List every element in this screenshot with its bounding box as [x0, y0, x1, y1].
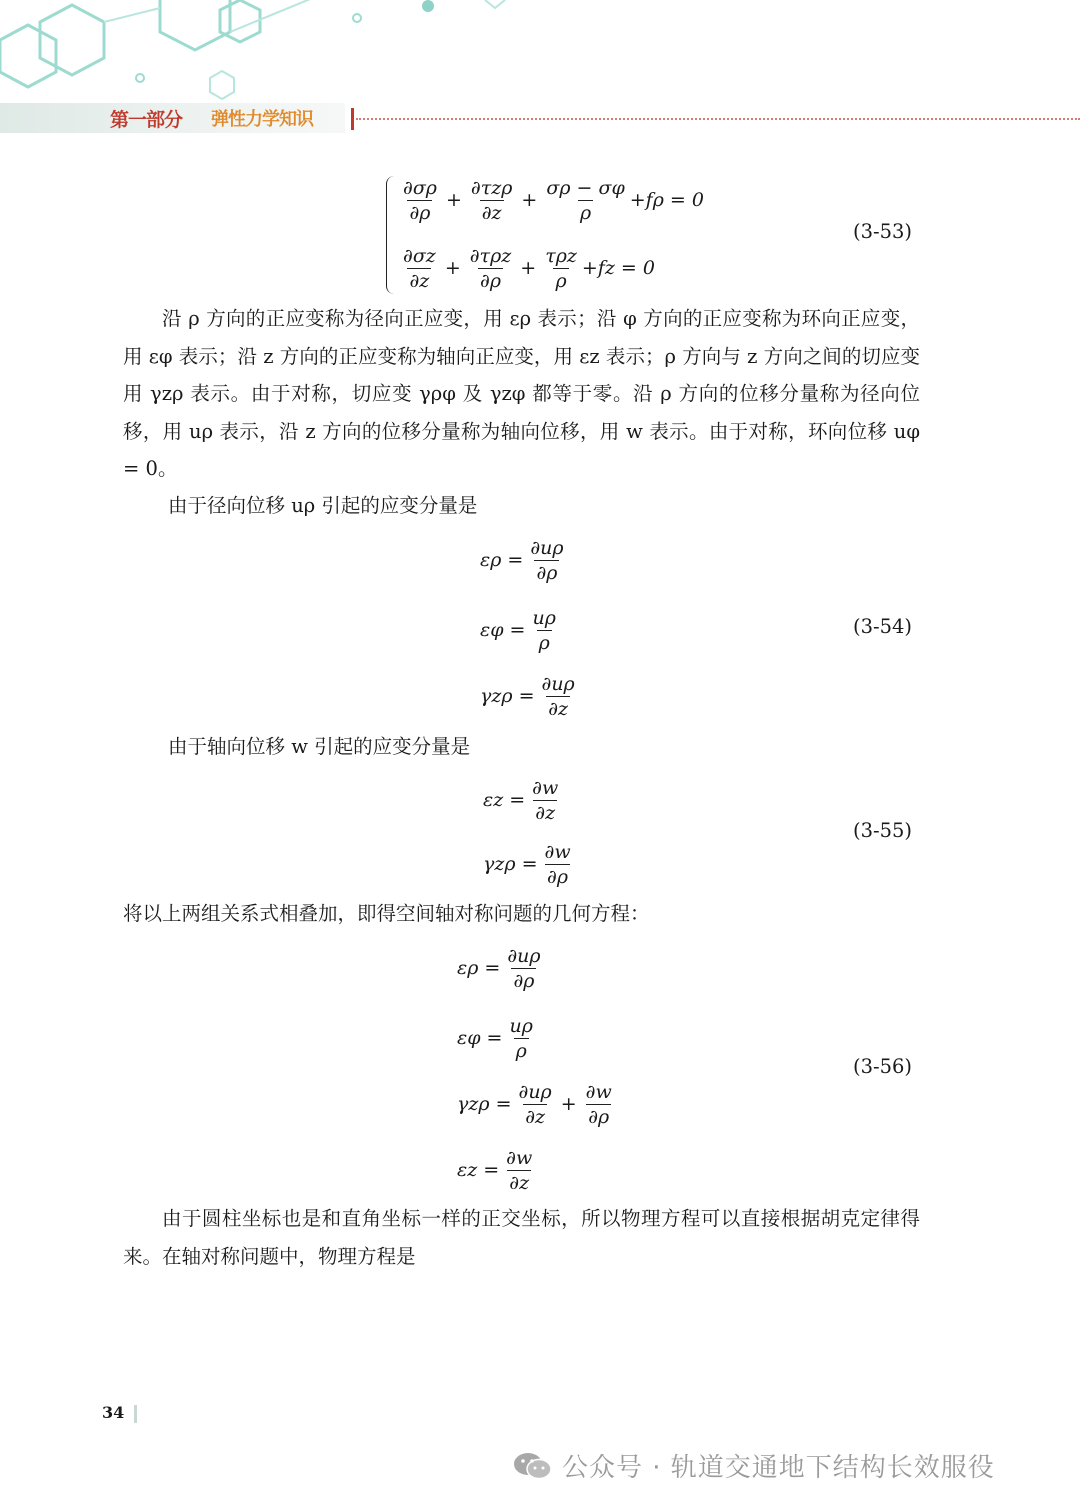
fraction: $\frac{\partial w}{\partial z}$ [532, 776, 559, 824]
equation-3-54-row-3: γzρ = $\frac{\partial u\rho}{\partial z}$ [480, 672, 575, 720]
equation-tail: +fρ = 0 [629, 189, 704, 211]
equation-number: (3-53) [853, 220, 913, 243]
fraction: $\frac{\partial u\rho}{\partial\rho}$ [507, 944, 541, 992]
fraction: $\frac{\partial u\rho}{\partial z}$ [541, 672, 575, 720]
equation-3-56-row-3: γzρ = $\frac{\partial u\rho}{\partial z}$ + $\frac{\partial w}{\partial\rho}$ [457, 1080, 612, 1128]
equation-3-56-row-1: ερ = $\frac{\partial u\rho}{\partial\rho}$ [457, 944, 541, 992]
equation-number: (3-54) [853, 615, 913, 638]
header-dotted-rule [356, 118, 1080, 120]
text-line: 由于轴向位移 w 引起的应变分量是 [168, 735, 471, 758]
equation-3-55-row-1: εz = $\frac{\partial w}{\partial z}$ [483, 776, 559, 824]
text-line: 将以上两组关系式相叠加，即得空间轴对称问题的几何方程： [123, 902, 650, 925]
hexagon-decoration [0, 0, 560, 110]
fraction: $\frac{\sigma\rho - \sigma\varphi}{\rho}$ [546, 176, 625, 224]
fraction: $\frac{\partial u\rho}{\partial\rho}$ [530, 536, 564, 584]
fraction: $\frac{u\rho}{\rho}$ [509, 1014, 533, 1062]
watermark [512, 1447, 995, 1484]
fraction: $\frac{\partial w}{\partial\rho}$ [585, 1080, 612, 1128]
fraction: $\frac{\partial u\rho}{\partial z}$ [518, 1080, 552, 1128]
fraction: $\frac{\partial\sigma z}{\partial z}$ [403, 244, 436, 292]
fraction: $\frac{\text{∂τρz}}{\partial\rho}$ [469, 244, 512, 292]
equation-brace [386, 176, 395, 294]
paragraph: 由于圆柱坐标也是和直角坐标一样的正交坐标，所以物理方程可以直接根据胡克定律得来。在轴对称问题中，物理方程是 [123, 1207, 920, 1268]
equation-3-56-row-2: εφ = $\frac{u\rho}{\rho}$ [457, 1014, 533, 1062]
equation-tail: +fz = 0 [581, 257, 655, 279]
part-title: 第一部分 [110, 109, 183, 131]
fraction: $\frac{\text{∂τzρ}}{\partial z}$ [470, 176, 513, 224]
equation-3-53-row-1: $\frac{\partial\sigma\rho}{\partial\rho}$ + $\frac{\text{∂τzρ}}{\partial z}$ + $\frac{\sigma\rho - \sigma\varphi}{\rho}$ +fρ = 0 [403, 176, 704, 224]
equation-3-54-row-1: ερ = $\frac{\partial u\rho}{\partial\rho}$ [480, 536, 564, 584]
equation-3-56-row-4: εz = $\frac{\partial w}{\partial z}$ [457, 1146, 533, 1194]
fraction: $\frac{\partial\sigma\rho}{\partial\rho}$ [403, 176, 437, 224]
equation-3-54-row-2: εφ = $\frac{u\rho}{\rho}$ [480, 606, 556, 654]
text-line: 由于径向位移 uρ 引起的应变分量是 [168, 494, 478, 517]
page-number-bar [134, 1405, 137, 1423]
fraction: $\frac{u\rho}{\rho}$ [532, 606, 556, 654]
equation-3-53-row-2: $\frac{\partial\sigma z}{\partial z}$ + $\frac{\text{∂τρz}}{\partial\rho}$ + $\frac{\text{τρz}}{\rho}$ +fz = 0 [403, 244, 655, 292]
fraction: $\frac{\partial w}{\partial z}$ [506, 1146, 533, 1194]
fraction: $\frac{\partial w}{\partial\rho}$ [544, 840, 571, 888]
fraction: $\frac{\text{τρz}}{\rho}$ [545, 244, 577, 292]
equation-number: (3-55) [853, 819, 913, 842]
equation-3-55-row-2: γzρ = $\frac{\partial w}{\partial\rho}$ [483, 840, 571, 888]
header-divider [351, 108, 354, 130]
part-subtitle: 弹性力学知识 [211, 109, 313, 130]
watermark-text: 公众号 · 轨道交通地下结构长效服役 [562, 1453, 995, 1483]
paragraph: 沿 ρ 方向的正应变称为径向正应变，用 ερ 表示；沿 φ 方向的正应变称为环向正应变，用 εφ 表示；沿 z 方向的正应变称为轴向正应变，用 εz 表示；ρ 方向与 z 方向之间的切应变用 γzρ 表示。由于对称，切应变 γρφ 及 γzφ 都等于零。沿 ρ 方向的位移分量称为径向位移，用 uρ 表示，沿 z 方向的位移分量称为轴向位移，用 w 表示。由于对称，环向位移 uφ = 0。 [123, 307, 920, 480]
equation-number: (3-56) [853, 1055, 913, 1078]
page-number: 34 [102, 1403, 125, 1422]
wechat-icon [512, 1450, 554, 1482]
